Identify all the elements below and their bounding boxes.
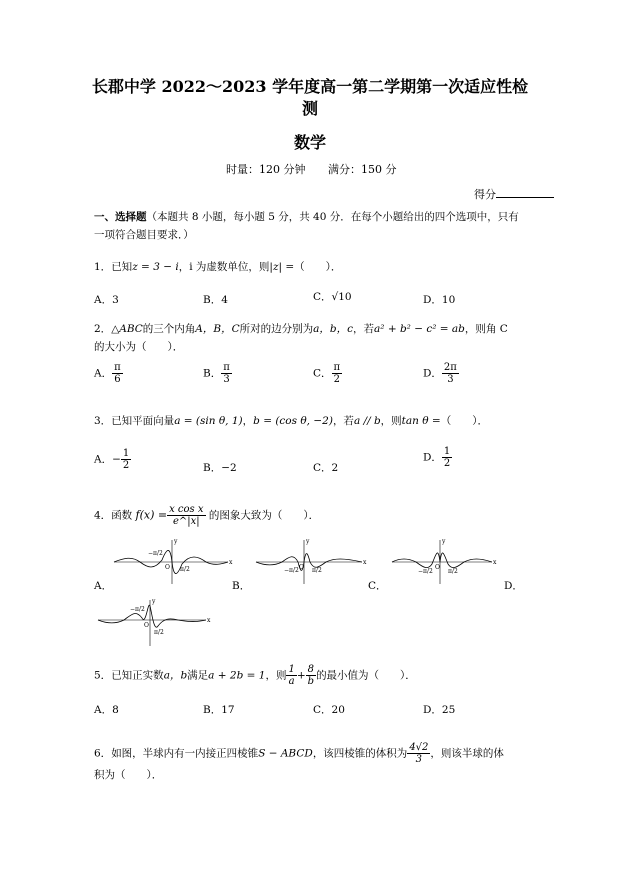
q4-graph-a[interactable] (110, 536, 235, 586)
axis-x-label: x (363, 559, 367, 566)
q3-option-a[interactable] (94, 448, 131, 471)
fraction-numerator: x cos x (169, 504, 204, 515)
fraction-denominator: 6 (114, 374, 121, 385)
option-value: √10 (331, 291, 352, 303)
q1-abs-expression: |z| = (269, 261, 295, 273)
q5-text: ，则 (265, 669, 287, 682)
tick-pi-half: π/2 (180, 566, 190, 573)
q4-graph-b[interactable] (252, 536, 372, 586)
q5-option-a[interactable] (94, 702, 119, 717)
q1-option-c[interactable] (313, 289, 352, 304)
q2-option-c[interactable] (313, 362, 342, 385)
option-label: B． (203, 367, 222, 380)
axis-x-label: x (493, 559, 497, 566)
score-blank[interactable] (496, 187, 554, 198)
q5-condition: a + 2b = 1 (208, 669, 266, 682)
origin-label: O (165, 564, 170, 571)
q6-volume-fraction (407, 742, 430, 765)
option-label: B． (203, 294, 222, 306)
option-value: 3 (112, 294, 119, 306)
option-fraction (442, 362, 459, 385)
question-4 (94, 504, 534, 527)
q1-option-b[interactable] (203, 292, 228, 307)
q5-option-c[interactable] (313, 702, 345, 717)
origin-label: O (299, 564, 304, 571)
q1-answer-paren: （ ）． (294, 261, 342, 273)
score-label: 得分 (474, 188, 496, 201)
question-number: 1． (94, 261, 112, 273)
q2-sides: a，b，c (313, 323, 354, 335)
q2-triangle: △ABC (111, 323, 143, 335)
axis-y-label: y (306, 538, 310, 545)
q3-answer-paren: （ ）． (440, 415, 488, 427)
fraction-numerator: π (223, 362, 230, 373)
fraction-numerator: π (114, 362, 121, 373)
section1-heading: 一、选择题 (94, 211, 147, 223)
curve (392, 553, 492, 568)
q4-option-a-label[interactable]: A． (94, 580, 113, 592)
q3-text: ，则 (380, 415, 402, 427)
section1-instructions-line1: （本题共 8 小题，每小题 5 分，共 40 分．在每个小题给出的四个选项中，只有 (146, 211, 519, 223)
section1-instructions-line2: 一项符合题目要求．） (94, 229, 194, 241)
option-value: 20 (331, 704, 345, 716)
q6-text: ，则该半球的体 (430, 747, 504, 760)
section1-instructions (94, 208, 534, 226)
option-label: A． (94, 704, 113, 716)
q3-option-c[interactable] (313, 460, 338, 475)
origin-label: O (144, 622, 149, 629)
option-fraction (332, 362, 343, 385)
q6-text: 如图，半球内有一内接正四棱锥 (111, 747, 259, 760)
fraction-denominator: 2 (443, 458, 451, 469)
option-label: B． (203, 462, 222, 474)
option-fraction (112, 362, 123, 385)
q5-text: 的最小值为（ ）． (316, 669, 416, 682)
option-label: D． (423, 367, 442, 380)
q2-text: ，若 (353, 323, 375, 335)
q4-graph-d[interactable] (94, 596, 212, 650)
fraction-numerator: 4√2 (409, 742, 429, 753)
fraction-denominator: 3 (447, 374, 454, 385)
option-fraction (121, 448, 131, 471)
q1-text: 已知 (111, 261, 133, 273)
option-value: 17 (221, 704, 235, 716)
q3-vector-a: a = (sin θ, 1) (174, 415, 243, 427)
q5-text: 已知正实数 (111, 669, 164, 682)
q4-graph-c[interactable] (388, 536, 500, 586)
q3-text: 已知平面向量 (111, 415, 175, 427)
fraction-numerator: 1 (122, 448, 130, 459)
option-label: C． (313, 462, 332, 474)
q2-option-b[interactable] (203, 362, 232, 385)
fraction-numerator: 1 (443, 446, 451, 457)
q5-fraction-1 (286, 664, 296, 687)
q1-option-a[interactable] (94, 292, 119, 307)
q2-angles: A，B，C (195, 323, 240, 335)
fraction-denominator: e^|x| (172, 516, 200, 527)
q5-vars: a，b (163, 669, 188, 682)
option-value: 4 (221, 294, 228, 306)
q5-fraction-2 (306, 664, 316, 687)
question-2 (94, 320, 534, 338)
q3-ask: tan θ = (401, 415, 441, 427)
axis-y-label: y (152, 598, 156, 605)
question-3: 3．已知平面向量a = (sin θ, 1)，b = (cos θ, −2)，若a // b，则tan θ =（ ）． (94, 415, 488, 427)
fraction-numerator: π (333, 362, 341, 373)
question-5 (94, 664, 544, 687)
q1-text-mid: ，i 为虚数单位，则 (178, 261, 270, 273)
fraction-denominator: 3 (415, 754, 423, 765)
option-sign: − (112, 453, 121, 466)
subject-heading: 数学 (293, 133, 326, 152)
question-number: 4． (94, 509, 112, 522)
q2-equation: a² + b² − c² = ab (374, 323, 465, 335)
plus-sign: + (296, 669, 306, 682)
option-value: 8 (112, 704, 119, 716)
q2-text: 所对的边分别为 (239, 323, 314, 335)
q4-option-d-label[interactable]: D． (504, 580, 523, 592)
question-number: 5． (94, 669, 112, 682)
q3-option-d[interactable] (423, 446, 452, 469)
question-1 (94, 258, 534, 276)
question-number: 2． (94, 323, 112, 335)
tick-neg-pi-half: −π/2 (148, 550, 163, 557)
tick-pi-half: π/2 (312, 567, 322, 574)
option-label: A． (94, 294, 113, 306)
axis-x-label: x (229, 559, 233, 566)
q1-expression: z = 3 − i (132, 261, 179, 273)
fraction-denominator: b (307, 676, 315, 687)
option-fraction (442, 446, 452, 469)
option-label: D． (423, 451, 442, 464)
q4-function-fraction (167, 504, 205, 527)
option-label: C． (313, 291, 332, 303)
q1-option-d[interactable] (423, 292, 455, 307)
tick-neg-pi-half: −π/2 (418, 568, 433, 575)
q5-text: 满足 (187, 669, 209, 682)
option-label: C． (313, 704, 332, 716)
tick-neg-pi-half: −π/2 (130, 606, 145, 613)
q5-option-b[interactable] (203, 702, 235, 717)
axis-x-label: x (207, 617, 211, 624)
q6-solid: S − ABCD (258, 747, 313, 760)
origin-label: O (435, 564, 440, 571)
tick-neg-pi-half: −π/2 (284, 567, 299, 574)
option-label: A． (94, 367, 113, 380)
fraction-denominator: 2 (122, 460, 130, 471)
q2-option-a[interactable] (94, 362, 123, 385)
fraction-numerator: 1 (288, 664, 295, 675)
score-field[interactable] (474, 186, 554, 202)
q6-text: ，该四棱锥的体积为 (312, 747, 408, 760)
option-label: C． (313, 367, 332, 380)
exam-total-score: 满分：150 分 (328, 163, 397, 176)
q2-text: ，则角 C (464, 323, 508, 335)
question-number: 6． (94, 747, 112, 760)
option-fraction (221, 362, 232, 385)
q3-text: ，若 (332, 415, 354, 427)
option-label: A． (94, 453, 113, 466)
exam-title-continued: 测 (301, 99, 318, 118)
option-label: B． (203, 704, 222, 716)
curve (98, 605, 206, 627)
option-label: D． (423, 294, 442, 306)
q4-option-c-label[interactable]: C． (368, 580, 387, 592)
tick-pi-half: π/2 (448, 568, 458, 575)
q3-option-b[interactable] (203, 460, 237, 475)
question-6 (94, 742, 534, 765)
axis-y-label: y (442, 538, 446, 545)
option-value: 10 (441, 294, 456, 306)
q3-condition: a // b (353, 415, 381, 427)
fraction-denominator: 2 (333, 374, 341, 385)
q6-line2: 积为（ ）． (94, 769, 163, 781)
exam-title: 长郡中学 2022～2023 学年度高一第二学期第一次适应性检 (91, 77, 529, 96)
q4-option-b-label[interactable]: B． (232, 580, 251, 592)
q3-vector-b: b = (cos θ, −2) (253, 415, 333, 427)
q2-option-d[interactable] (423, 362, 459, 385)
exam-time: 时量：120 分钟 (226, 163, 306, 176)
q4-text: 函数 (111, 509, 133, 522)
question-number: 3． (94, 415, 112, 427)
option-value: 25 (441, 704, 456, 716)
q4-function-name: f(x) = (135, 508, 168, 522)
fraction-denominator: 3 (223, 374, 230, 385)
fraction-numerator: 2π (443, 362, 457, 373)
q2-line2: 的大小为（ ）． (94, 341, 184, 353)
fraction-numerator: 8 (306, 664, 316, 676)
tick-pi-half: π/2 (154, 629, 164, 636)
q4-text: 的图象大致为（ ）． (208, 509, 320, 522)
q5-option-d[interactable] (423, 702, 455, 717)
q2-text: 的三个内角 (142, 323, 196, 335)
option-value: −2 (221, 462, 237, 474)
option-label: D． (423, 704, 442, 716)
option-value: 2 (331, 462, 339, 474)
fraction-denominator: a (288, 676, 295, 687)
axis-y-label: y (174, 538, 178, 545)
